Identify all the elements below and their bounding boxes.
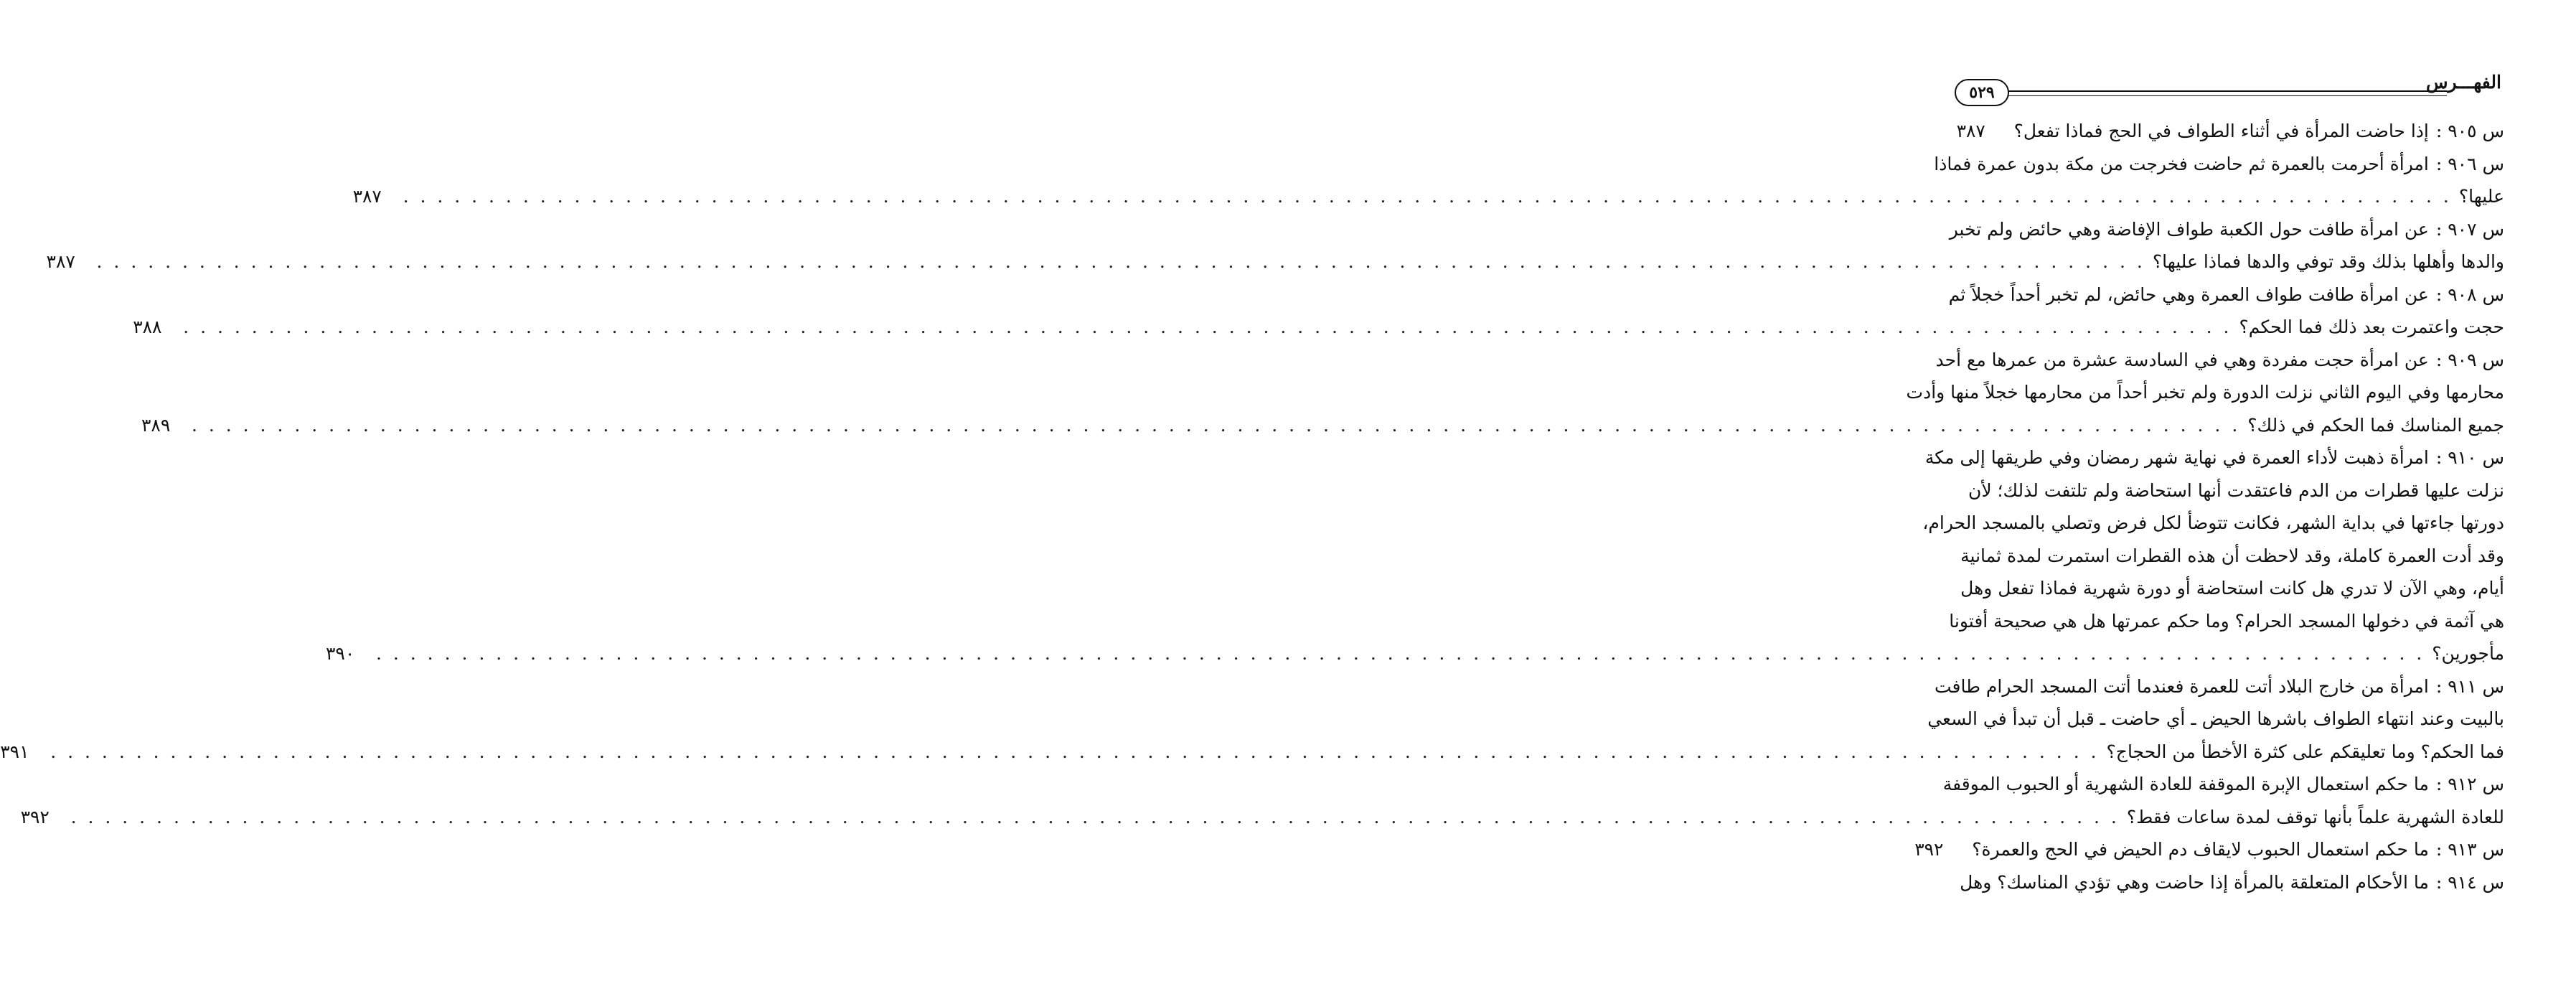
dot-leader: . . . . . . . . . . . . . . . . . . . . . . . . . . . . . . . . . . . . . . . . . . . . . . . . . . . . . . . . . . . . . . . . . . . . . . . . . . . . . . . . . . . . . . . . . . . . . . . . . . . . . . . . . . . . . . . . . . . . . . . . xyxy=(50,741,2100,762)
entry-line xyxy=(1927,703,2504,736)
index-entry xyxy=(1960,866,2504,899)
index-entry xyxy=(133,278,2504,344)
question-number: س ٩١١ : xyxy=(2435,675,2504,697)
entry-text: نزلت عليها قطرات من الدم فاعتقدت أنها استحاضة ولم تلتفت لذلك؛ لأن xyxy=(1968,479,2504,501)
page-ref: ٣٩٢ xyxy=(1914,839,1944,860)
dot-leader: . . . . . . . . . . . . . . . . . . . . . . . . . . . . . . . . . . . . . . . . . . . . . . . . . . . . . . . . . . . . . . . . . . . . . . . . . . . . . . . . . . . . . . . . . . . . . . . . . . . . . . . . . . . . . . . . . . . . . . . . xyxy=(183,316,2232,337)
entry-line xyxy=(1949,605,2504,638)
entry-line xyxy=(1956,115,2504,148)
dot-leader: . . . . . . . . . . . . . . . . . . . . . . . . . . . . . . . . . . . . . . . . . . . . . . . . . . . . . . . . . . . . . . . . . . . . . . . . . . . . . . . . . . . . . . . . . . . . . . . . . . . . . . . . . . . . . . . . . . . . . . . . xyxy=(96,251,2145,272)
dot-leader: . . . . . . . . . . . . . . . . . . . . . . . . . . . . . . . . . . . . . . . . . . . . . . . . . . . . . . . . . . . . . . . . . . . . . . . . . . . . . . . . . . . . . . . . . . . . . . . . . . . . . . . . . . . . . . . . . . . . . . . . xyxy=(376,643,2425,664)
entry-text: ما الأحكام المتعلقة بالمرأة إذا حاضت وهي تؤدي المناسك؟ وهل xyxy=(1960,871,2429,893)
entry-text: أيام، وهي الآن لا تدري هل كانت استحاضة أو دورة شهرية فماذا تفعل وهل xyxy=(1960,578,2504,599)
entry-line xyxy=(1914,833,2504,866)
entry-line xyxy=(1924,441,2504,474)
entry-line xyxy=(1935,344,2504,377)
question-number: س ٩١٢ : xyxy=(2435,774,2504,794)
entry-text: مأجورين؟ xyxy=(2432,643,2504,664)
header-title: الفهـــرس xyxy=(2425,72,2501,93)
header-rule xyxy=(2003,90,2447,96)
page-ref: ٣٩٠ xyxy=(326,643,355,664)
page-header xyxy=(1955,72,2504,105)
question-number: س ٩١٣ : xyxy=(2435,839,2504,860)
entry-line xyxy=(1934,670,2504,703)
entry-text: للعادة الشهرية علماً بأنها توقف لمدة ساعات فقط؟ xyxy=(2126,806,2504,827)
entry-text: حجت واعتمرت بعد ذلك فما الحكم؟ xyxy=(2239,316,2504,337)
entry-text: عن امرأة طافت طواف العمرة وهي حائض، لم تخبر أحداً خجلاً ثم xyxy=(1948,283,2429,305)
entry-text: والدها وأهلها بذلك وقد توفي والدها فماذا عليها؟ xyxy=(2152,251,2504,272)
index-entry xyxy=(141,344,2504,442)
page-ref: ٣٨٩ xyxy=(141,414,171,436)
entry-line xyxy=(1906,376,2504,409)
entry-line xyxy=(1942,768,2504,801)
entry-line xyxy=(1949,213,2504,246)
index-entry xyxy=(326,441,2504,670)
dot-leader: . . . . . . . . . . . . . . . . . . . . . . . . . . . . . . . . . . . . . . . . . . . . . . . . . . . . . . . . . . . . . . . . . . . . . . . . . . . . . . . . . . . . . . . . . . . . . . . . . . . . . . . . . . . . . . . . . . . . . . . . xyxy=(70,806,2120,827)
index-entries xyxy=(0,115,2504,899)
entry-text: امرأة ذهبت لأداء العمرة في نهاية شهر رمضان وفي طريقها إلى مكة xyxy=(1924,447,2429,468)
index-entry xyxy=(0,670,2504,769)
question-number: س ٩٠٨ : xyxy=(2435,283,2504,305)
question-number: س ٩١٠ : xyxy=(2435,447,2504,468)
index-entry xyxy=(1956,115,2504,148)
entry-line xyxy=(20,801,2504,834)
entry-line xyxy=(1963,474,2504,507)
question-number: س ٩٠٥ : xyxy=(2435,121,2504,141)
entry-text: ما حكم استعمال الحبوب لايقاف دم الحيض في الحج والعمرة؟ xyxy=(1972,839,2429,860)
entry-line xyxy=(352,180,2504,213)
entry-line xyxy=(1960,572,2504,605)
entry-text: ما حكم استعمال الإبرة الموقفة للعادة الشهرية أو الحبوب الموقفة xyxy=(1942,774,2429,794)
entry-line xyxy=(326,637,2504,670)
entry-line xyxy=(1922,507,2504,540)
page-ref: ٣٨٨ xyxy=(133,316,162,337)
page-ref: ٣٨٧ xyxy=(1956,121,1985,141)
index-entry xyxy=(352,148,2504,213)
page-ref: ٣٨٧ xyxy=(46,251,75,272)
page-number: ٥٢٩ xyxy=(1955,79,2009,106)
question-number: س ٩١٤ : xyxy=(2435,871,2504,893)
entry-text: امرأة من خارج البلاد أتت للعمرة فعندما أتت المسجد الحرام طافت xyxy=(1934,675,2429,697)
entry-line xyxy=(1948,278,2504,311)
entry-text: عليها؟ xyxy=(2458,186,2504,207)
entry-text: فما الحكم؟ وما تعليقكم على كثرة الأخطأ من الحجاج؟ xyxy=(2106,741,2504,762)
entry-text: بالبيت وعند انتهاء الطواف باشرها الحيض ـ أي حاضت ـ قبل أن تبدأ في السعي xyxy=(1927,708,2504,729)
page-ref: ٣٩٢ xyxy=(20,806,50,827)
entry-line xyxy=(0,736,2504,769)
entry-text: عن امرأة حجت مفردة وهي في السادسة عشرة من عمرها مع أحد xyxy=(1935,349,2429,370)
entry-text: جميع المناسك فما الحكم في ذلك؟ xyxy=(2247,414,2504,436)
dot-leader: . . . . . . . . . . . . . . . . . . . . . . . . . . . . . . . . . . . . . . . . . . . . . . . . . . . . . . . . . . . . . . . . . . . . . . . . . . . . . . . . . . . . . . . . . . . . . . . . . . . . . . . . . . . . . . . . . . . . . . . . xyxy=(403,186,2452,207)
entry-line xyxy=(133,311,2504,344)
entry-text: إذا حاضت المرأة في أثناء الطواف في الحج فماذا تفعل؟ xyxy=(2013,121,2429,141)
entry-line xyxy=(141,409,2504,442)
index-entry xyxy=(46,213,2504,278)
entry-line xyxy=(1960,540,2504,573)
question-number: س ٩٠٦ : xyxy=(2435,153,2504,174)
index-entry xyxy=(20,768,2504,833)
question-number: س ٩٠٩ : xyxy=(2435,349,2504,370)
dot-leader: . . . . . . . . . . . . . . . . . . . . . . . . . . . . . . . . . . . . . . . . . . . . . . . . . . . . . . . . . . . . . . . . . . . . . . . . . . . . . . . . . . . . . . . . . . . . . . . . . . . . . . . . . . . . . . . . . . . . . . . . xyxy=(191,414,2241,436)
entry-text: امرأة أحرمت بالعمرة ثم حاضت فخرجت من مكة بدون عمرة فماذا xyxy=(1934,153,2429,174)
index-entry xyxy=(1914,833,2504,866)
entry-line xyxy=(1960,866,2504,899)
page-ref: ٣٨٧ xyxy=(352,186,382,207)
entry-line xyxy=(46,245,2504,278)
entry-text: عن امرأة طافت حول الكعبة طواف الإفاضة وهي حائض ولم تخبر xyxy=(1949,218,2429,240)
entry-text: وقد أدت العمرة كاملة، وقد لاحظت أن هذه القطرات استمرت لمدة ثمانية xyxy=(1960,545,2504,566)
entry-text: محارمها وفي اليوم الثاني نزلت الدورة ولم تخبر أحداً من محارمها خجلاً منها وأدت xyxy=(1906,382,2504,403)
entry-text: دورتها جاءتها في بداية الشهر، فكانت تتوضأ لكل فرض وتصلي بالمسجد الحرام، xyxy=(1922,512,2504,533)
page-ref: ٣٩١ xyxy=(0,741,29,762)
entry-line xyxy=(1934,148,2504,181)
entry-text: هي آثمة في دخولها المسجد الحرام؟ وما حكم عمرتها هل هي صحيحة أفتونا xyxy=(1949,610,2504,632)
question-number: س ٩٠٧ : xyxy=(2435,218,2504,240)
